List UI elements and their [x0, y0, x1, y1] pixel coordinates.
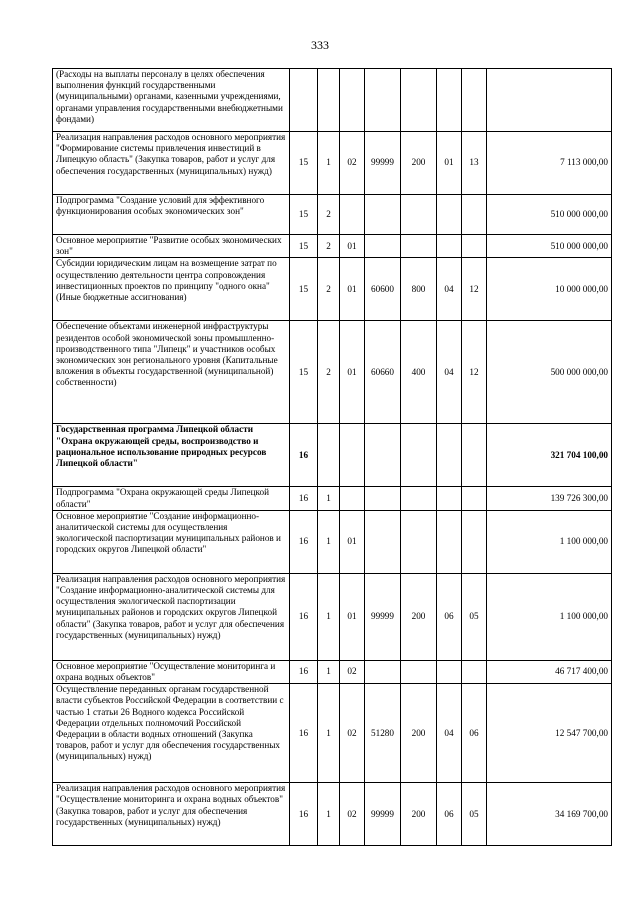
section-cell — [437, 195, 462, 235]
section-cell: 01 — [437, 132, 462, 195]
row-name-cell: Основное мероприятие "Осуществление мониторинга и охрана водных объектов" — [53, 660, 290, 683]
table-row — [53, 321, 612, 424]
direction-code-cell — [365, 195, 401, 235]
row-name-cell: Реализация направления расходов основного мероприятия "Осуществление мониторинга и охрана водных объектов" (Закупка товаров, работ и услуг для обеспечения государственных (муниципальных) нужд) — [53, 783, 290, 846]
row-name-cell: Осуществление переданных органам государственной власти субъектов Российской Федерации в соответствии с частью 1 статьи 26 Водного кодекса Российской Федерации отдельных полномочий Российской Федерации в области водных отношений (Закупка товаров, работ и услуг для обеспечения государственных (муниципальных) нужд) — [53, 684, 290, 783]
expense-type-cell: 200 — [401, 573, 437, 660]
pp-code-cell: 1 — [318, 783, 340, 846]
expense-type-cell: 200 — [401, 783, 437, 846]
om-code-cell — [340, 424, 365, 487]
subsection-cell: 12 — [462, 258, 487, 321]
table-row — [53, 195, 612, 235]
subsection-cell: 12 — [462, 321, 487, 424]
section-cell — [437, 69, 462, 132]
amount-cell: 510 000 000,00 — [487, 235, 612, 258]
table-row — [53, 235, 612, 258]
pp-code-cell: 1 — [318, 573, 340, 660]
row-name-cell: Реализация направления расходов основного мероприятия "Создание информационно-аналитической системы для осуществления экологической паспортизации муниципальных районов и городских округов Липецкой области" (Закупка товаров, работ и услуг для обеспечения государственных (муниципальных) нужд) — [53, 573, 290, 660]
budget-table — [52, 68, 612, 846]
pp-code-cell: 1 — [318, 132, 340, 195]
om-code-cell: 02 — [340, 684, 365, 783]
table-row — [53, 684, 612, 783]
gp-code-cell: 15 — [290, 258, 318, 321]
gp-code-cell: 16 — [290, 424, 318, 487]
subsection-cell: 13 — [462, 132, 487, 195]
gp-code-cell: 15 — [290, 235, 318, 258]
row-name-cell: Подпрограмма "Охрана окружающей среды Липецкой области" — [53, 487, 290, 510]
subsection-cell — [462, 510, 487, 573]
direction-code-cell — [365, 69, 401, 132]
table-row — [53, 487, 612, 510]
gp-code-cell: 16 — [290, 783, 318, 846]
pp-code-cell — [318, 69, 340, 132]
gp-code-cell: 16 — [290, 487, 318, 510]
section-cell — [437, 510, 462, 573]
amount-cell — [487, 69, 612, 132]
table-row — [53, 510, 612, 573]
section-cell — [437, 487, 462, 510]
direction-code-cell — [365, 510, 401, 573]
section-cell — [437, 660, 462, 683]
direction-code-cell: 60660 — [365, 321, 401, 424]
subsection-cell — [462, 660, 487, 683]
section-cell: 04 — [437, 321, 462, 424]
direction-code-cell: 51280 — [365, 684, 401, 783]
om-code-cell: 01 — [340, 510, 365, 573]
expense-type-cell: 800 — [401, 258, 437, 321]
expense-type-cell — [401, 195, 437, 235]
expense-type-cell — [401, 660, 437, 683]
gp-code-cell: 16 — [290, 684, 318, 783]
direction-code-cell — [365, 660, 401, 683]
amount-cell: 1 100 000,00 — [487, 573, 612, 660]
gp-code-cell: 16 — [290, 510, 318, 573]
om-code-cell: 01 — [340, 321, 365, 424]
amount-cell: 12 547 700,00 — [487, 684, 612, 783]
section-cell: 04 — [437, 684, 462, 783]
direction-code-cell — [365, 235, 401, 258]
pp-code-cell — [318, 424, 340, 487]
om-code-cell: 01 — [340, 235, 365, 258]
expense-type-cell: 200 — [401, 684, 437, 783]
subsection-cell — [462, 424, 487, 487]
subsection-cell: 05 — [462, 783, 487, 846]
row-name-cell: Подпрограмма "Создание условий для эффективного функционирования особых экономических зон" — [53, 195, 290, 235]
direction-code-cell: 60600 — [365, 258, 401, 321]
direction-code-cell — [365, 487, 401, 510]
expense-type-cell — [401, 510, 437, 573]
section-cell: 04 — [437, 258, 462, 321]
amount-cell: 500 000 000,00 — [487, 321, 612, 424]
direction-code-cell: 99999 — [365, 783, 401, 846]
table-row — [53, 258, 612, 321]
row-name-cell: Основное мероприятие "Развитие особых экономических зон" — [53, 235, 290, 258]
row-name-cell: Реализация направления расходов основного мероприятия "Формирование системы привлечения инвестиций в Липецкую область" (Закупка товаров, работ и услуг для обеспечения государственных (муниципальных) нужд) — [53, 132, 290, 195]
row-name-cell: Субсидии юридическим лицам на возмещение затрат по осуществлению деятельности центра сопровождения инвестиционных проектов по принципу "одного окна" (Иные бюджетные ассигнования) — [53, 258, 290, 321]
direction-code-cell — [365, 424, 401, 487]
subsection-cell: 05 — [462, 573, 487, 660]
om-code-cell — [340, 69, 365, 132]
table-row — [53, 424, 612, 487]
amount-cell: 321 704 100,00 — [487, 424, 612, 487]
subsection-cell — [462, 69, 487, 132]
om-code-cell: 01 — [340, 573, 365, 660]
om-code-cell — [340, 195, 365, 235]
row-name-cell: Государственная программа Липецкой области "Охрана окружающей среды, воспроизводство и рациональное использование природных ресурсов Липецкой области" — [53, 424, 290, 487]
amount-cell: 34 169 700,00 — [487, 783, 612, 846]
row-name-cell: Основное мероприятие "Создание информационно-аналитической системы для осуществления экологической паспортизации муниципальных районов и городских округов Липецкой области" — [53, 510, 290, 573]
om-code-cell: 02 — [340, 132, 365, 195]
table-row — [53, 573, 612, 660]
subsection-cell: 06 — [462, 684, 487, 783]
pp-code-cell: 1 — [318, 487, 340, 510]
pp-code-cell: 2 — [318, 258, 340, 321]
gp-code-cell: 15 — [290, 195, 318, 235]
direction-code-cell: 99999 — [365, 573, 401, 660]
table-row — [53, 783, 612, 846]
subsection-cell — [462, 487, 487, 510]
amount-cell: 139 726 300,00 — [487, 487, 612, 510]
pp-code-cell: 2 — [318, 195, 340, 235]
direction-code-cell: 99999 — [365, 132, 401, 195]
amount-cell: 510 000 000,00 — [487, 195, 612, 235]
gp-code-cell: 16 — [290, 660, 318, 683]
gp-code-cell: 15 — [290, 132, 318, 195]
amount-cell: 10 000 000,00 — [487, 258, 612, 321]
row-name-cell: (Расходы на выплаты персоналу в целях обеспечения выполнения функций государственными (муниципальными) органами, казенными учреждениями, органами управления государственными внебюджетными фондами) — [53, 69, 290, 132]
expense-type-cell — [401, 235, 437, 258]
pp-code-cell: 2 — [318, 321, 340, 424]
subsection-cell — [462, 195, 487, 235]
pp-code-cell: 2 — [318, 235, 340, 258]
gp-code-cell: 16 — [290, 573, 318, 660]
pp-code-cell: 1 — [318, 660, 340, 683]
table-body — [53, 69, 612, 846]
table-row — [53, 69, 612, 132]
table-row — [53, 132, 612, 195]
expense-type-cell: 200 — [401, 132, 437, 195]
expense-type-cell — [401, 69, 437, 132]
pp-code-cell: 1 — [318, 510, 340, 573]
expense-type-cell: 400 — [401, 321, 437, 424]
amount-cell: 7 113 000,00 — [487, 132, 612, 195]
expense-type-cell — [401, 487, 437, 510]
section-cell: 06 — [437, 573, 462, 660]
amount-cell: 1 100 000,00 — [487, 510, 612, 573]
table-row — [53, 660, 612, 683]
section-cell — [437, 235, 462, 258]
section-cell: 06 — [437, 783, 462, 846]
section-cell — [437, 424, 462, 487]
gp-code-cell: 15 — [290, 321, 318, 424]
pp-code-cell: 1 — [318, 684, 340, 783]
page-number: 333 — [311, 38, 329, 52]
amount-cell: 46 717 400,00 — [487, 660, 612, 683]
row-name-cell: Обеспечение объектами инженерной инфраструктуры резидентов особой экономической зоны промышленно-производственного типа "Липецк" и участников особых экономических зон регионального уровня (Капитальные вложения в объекты государственной (муниципальной) собственности) — [53, 321, 290, 424]
expense-type-cell — [401, 424, 437, 487]
gp-code-cell — [290, 69, 318, 132]
om-code-cell: 01 — [340, 258, 365, 321]
om-code-cell: 02 — [340, 783, 365, 846]
subsection-cell — [462, 235, 487, 258]
om-code-cell — [340, 487, 365, 510]
om-code-cell: 02 — [340, 660, 365, 683]
